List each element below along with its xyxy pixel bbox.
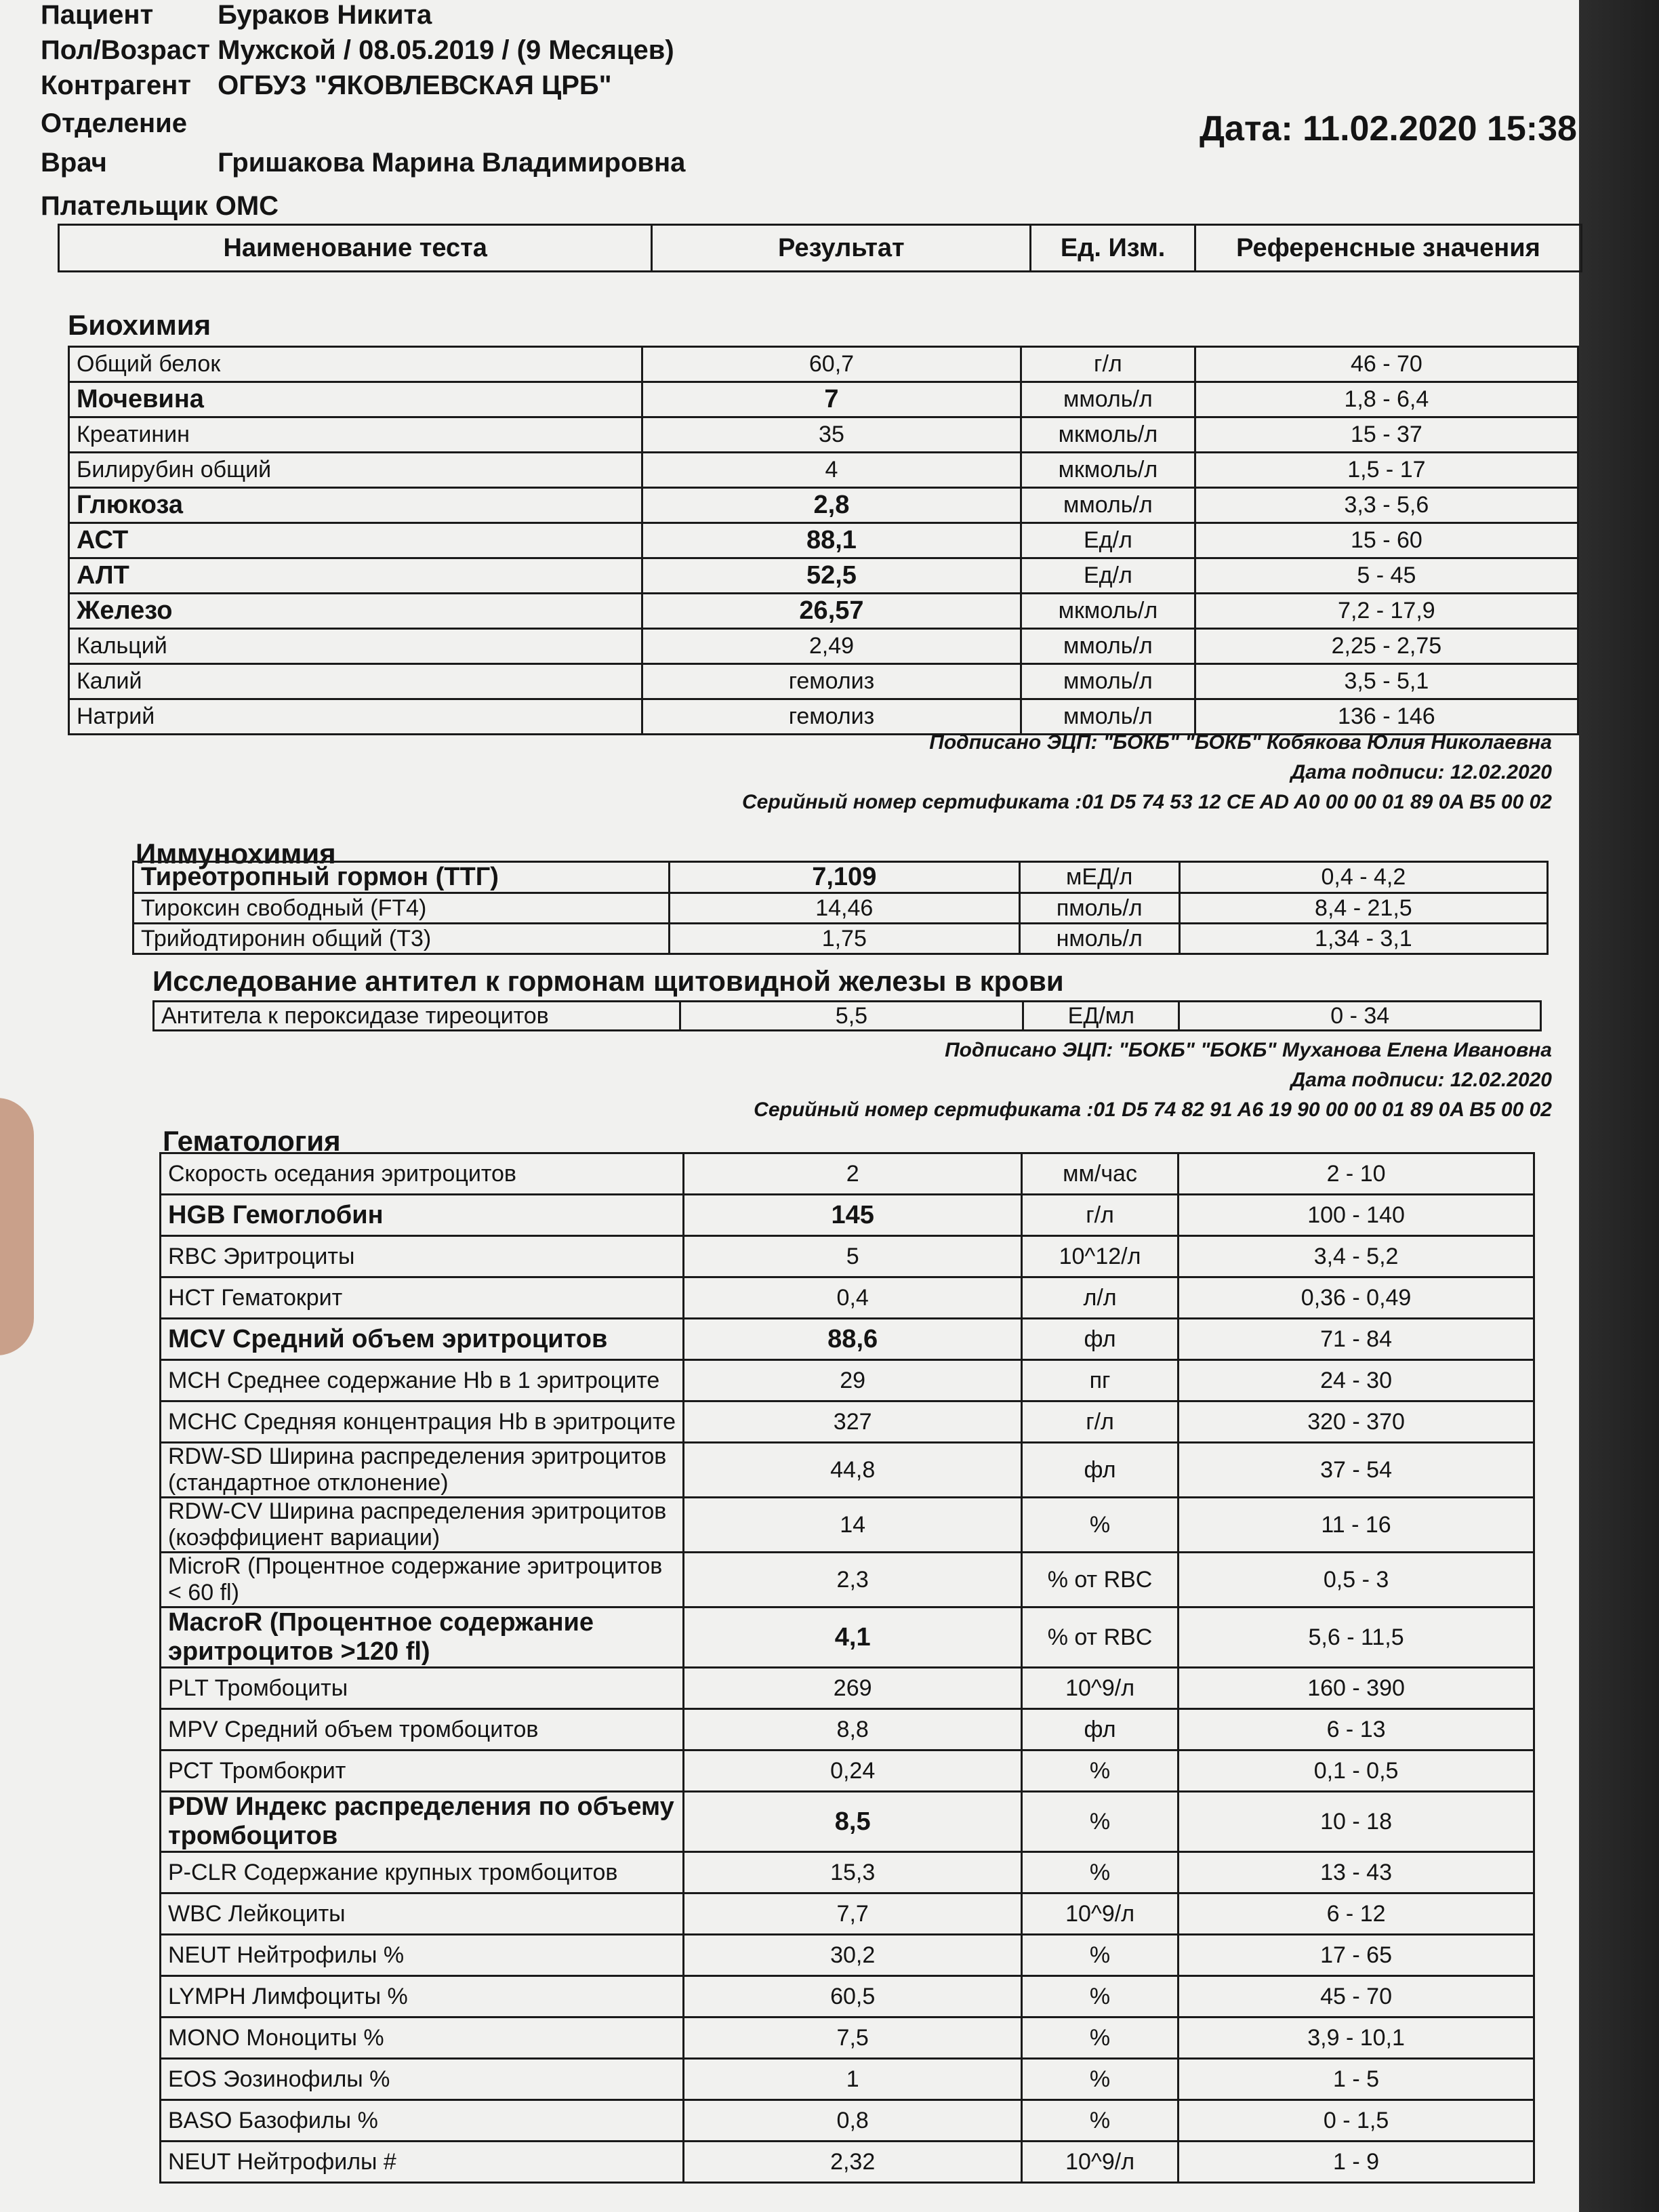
table-row bbox=[161, 1750, 1534, 1792]
test-reference: 0,36 - 0,49 bbox=[1179, 1277, 1534, 1319]
test-unit: 10^9/л bbox=[1021, 1893, 1178, 1935]
table-row bbox=[161, 1360, 1534, 1401]
test-result: 35 bbox=[642, 417, 1021, 453]
test-name: Тироксин свободный (FT4) bbox=[134, 893, 670, 924]
test-name: PLT Тромбоциты bbox=[161, 1668, 684, 1709]
immuno-sig-line1: Подписано ЭЦП: "БОКБ" "БОКБ" Муханова Елена Ивановна bbox=[945, 1039, 1552, 1061]
test-result: 52,5 bbox=[642, 558, 1021, 594]
payer-value: ОМС bbox=[215, 191, 279, 221]
test-result: 60,5 bbox=[684, 1976, 1022, 2018]
test-result: 7,109 bbox=[669, 862, 1019, 893]
test-name: Железо bbox=[69, 594, 642, 629]
test-unit: мкмоль/л bbox=[1021, 594, 1195, 629]
test-result: 0,24 bbox=[684, 1750, 1022, 1792]
test-result: 327 bbox=[684, 1401, 1022, 1443]
doctor-label: Врач bbox=[41, 148, 107, 178]
test-name: НСТ Гематокрит bbox=[161, 1277, 684, 1319]
test-result: 26,57 bbox=[642, 594, 1021, 629]
table-row bbox=[69, 523, 1578, 558]
test-name: MONO Моноциты % bbox=[161, 2018, 684, 2059]
test-unit: мЕД/л bbox=[1019, 862, 1179, 893]
test-unit: Ед/л bbox=[1021, 523, 1195, 558]
col-name-header: Наименование теста bbox=[59, 225, 652, 272]
test-result: 1 bbox=[684, 2059, 1022, 2100]
test-reference: 37 - 54 bbox=[1179, 1443, 1534, 1498]
test-reference: 0,4 - 4,2 bbox=[1179, 862, 1547, 893]
payer-label: Плательщик bbox=[41, 191, 208, 221]
test-unit: % bbox=[1021, 1750, 1178, 1792]
test-unit: 10^12/л bbox=[1021, 1236, 1178, 1277]
test-name: PDW Индекс распределения по объему тромбоцитов bbox=[161, 1792, 684, 1852]
test-result: 7,7 bbox=[684, 1893, 1022, 1935]
test-name: Калий bbox=[69, 664, 642, 699]
test-unit: % от RBC bbox=[1021, 1553, 1178, 1607]
table-row bbox=[161, 1792, 1534, 1852]
table-row bbox=[69, 558, 1578, 594]
test-unit: % bbox=[1021, 2100, 1178, 2142]
immuno-sig-line2: Дата подписи: 12.02.2020 bbox=[1290, 1069, 1552, 1091]
test-result: 8,5 bbox=[684, 1792, 1022, 1852]
test-reference: 2,25 - 2,75 bbox=[1195, 629, 1578, 664]
table-row bbox=[154, 1002, 1541, 1031]
table-row bbox=[161, 2142, 1534, 2183]
test-result: 2,8 bbox=[642, 488, 1021, 523]
table-row bbox=[161, 1498, 1534, 1553]
test-result: 269 bbox=[684, 1668, 1022, 1709]
section-title-antibodies: Исследование антител к гормонам щитовидной железы в крови bbox=[152, 965, 1064, 997]
patient-value: Бураков Никита bbox=[218, 0, 432, 30]
test-name: РСТ Тромбокрит bbox=[161, 1750, 684, 1792]
test-reference: 2 - 10 bbox=[1179, 1153, 1534, 1195]
table-row bbox=[161, 2100, 1534, 2142]
sex-age-row bbox=[41, 35, 674, 66]
test-unit: мм/час bbox=[1021, 1153, 1178, 1195]
test-unit: % bbox=[1021, 2018, 1178, 2059]
test-unit: % bbox=[1021, 1976, 1178, 2018]
test-name: Креатинин bbox=[69, 417, 642, 453]
biochem-sig-line1: Подписано ЭЦП: "БОКБ" "БОКБ" Кобякова Юлия Николаевна bbox=[929, 731, 1552, 754]
test-unit: % bbox=[1021, 1792, 1178, 1852]
test-result: 4,1 bbox=[684, 1607, 1022, 1668]
col-unit-header: Ед. Изм. bbox=[1031, 225, 1195, 272]
test-result: 0,4 bbox=[684, 1277, 1022, 1319]
test-reference: 10 - 18 bbox=[1179, 1792, 1534, 1852]
table-row bbox=[161, 1153, 1534, 1195]
test-result: гемолиз bbox=[642, 699, 1021, 735]
contractor-row bbox=[41, 70, 612, 102]
test-result: 7 bbox=[642, 382, 1021, 417]
test-reference: 3,9 - 10,1 bbox=[1179, 2018, 1534, 2059]
table-row bbox=[69, 417, 1578, 453]
test-reference: 6 - 13 bbox=[1179, 1709, 1534, 1750]
test-result: 29 bbox=[684, 1360, 1022, 1401]
test-reference: 6 - 12 bbox=[1179, 1893, 1534, 1935]
test-result: 2,49 bbox=[642, 629, 1021, 664]
test-unit: мкмоль/л bbox=[1021, 453, 1195, 488]
test-result: 14 bbox=[684, 1498, 1022, 1553]
test-result: 88,1 bbox=[642, 523, 1021, 558]
test-result: гемолиз bbox=[642, 664, 1021, 699]
test-name: RBC Эритроциты bbox=[161, 1236, 684, 1277]
test-result: 145 bbox=[684, 1195, 1022, 1236]
test-reference: 5 - 45 bbox=[1195, 558, 1578, 594]
table-row bbox=[161, 1976, 1534, 2018]
test-unit: г/л bbox=[1021, 1195, 1178, 1236]
test-unit: 10^9/л bbox=[1021, 2142, 1178, 2183]
test-unit: пг bbox=[1021, 1360, 1178, 1401]
table-row bbox=[161, 2059, 1534, 2100]
test-unit: фл bbox=[1021, 1443, 1178, 1498]
col-ref-header: Референсные значения bbox=[1195, 225, 1581, 272]
test-name: Мочевина bbox=[69, 382, 642, 417]
test-reference: 0 - 1,5 bbox=[1179, 2100, 1534, 2142]
hemat-table bbox=[159, 1152, 1535, 2184]
test-reference: 46 - 70 bbox=[1195, 347, 1578, 382]
test-unit: л/л bbox=[1021, 1277, 1178, 1319]
patient-row bbox=[41, 0, 432, 31]
biochem-sig-line2: Дата подписи: 12.02.2020 bbox=[1290, 761, 1552, 783]
test-unit: ммоль/л bbox=[1021, 664, 1195, 699]
test-name: Скорость оседания эритроцитов bbox=[161, 1153, 684, 1195]
test-unit: ммоль/л bbox=[1021, 699, 1195, 735]
test-result: 5 bbox=[684, 1236, 1022, 1277]
test-unit: % от RBC bbox=[1021, 1607, 1178, 1668]
section-title-hemat: Гематология bbox=[163, 1125, 341, 1157]
sex-age-label: Пол/Возраст bbox=[41, 35, 210, 65]
section-title-biochem: Биохимия bbox=[68, 309, 211, 341]
test-unit: ммоль/л bbox=[1021, 488, 1195, 523]
test-name: P-CLR Содержание крупных тромбоцитов bbox=[161, 1852, 684, 1893]
test-name: RDW-CV Ширина распределения эритроцитов (коэффициент вариации) bbox=[161, 1498, 684, 1553]
test-result: 60,7 bbox=[642, 347, 1021, 382]
test-unit: 10^9/л bbox=[1021, 1668, 1178, 1709]
test-name: LYMPH Лимфоциты % bbox=[161, 1976, 684, 2018]
test-result: 4 bbox=[642, 453, 1021, 488]
test-reference: 0,1 - 0,5 bbox=[1179, 1750, 1534, 1792]
test-name: Тиреотропный гормон (ТТГ) bbox=[134, 862, 670, 893]
test-unit: ммоль/л bbox=[1021, 629, 1195, 664]
test-reference: 7,2 - 17,9 bbox=[1195, 594, 1578, 629]
table-row bbox=[161, 1668, 1534, 1709]
test-unit: пмоль/л bbox=[1019, 893, 1179, 924]
test-result: 30,2 bbox=[684, 1935, 1022, 1976]
test-reference: 100 - 140 bbox=[1179, 1195, 1534, 1236]
test-name: MPV Средний объем тромбоцитов bbox=[161, 1709, 684, 1750]
test-unit: фл bbox=[1021, 1319, 1178, 1360]
test-unit: % bbox=[1021, 1498, 1178, 1553]
test-unit: фл bbox=[1021, 1709, 1178, 1750]
test-name: Антитела к пероксидазе тиреоцитов bbox=[154, 1002, 680, 1031]
table-row bbox=[134, 862, 1548, 893]
test-name: RDW-SD Ширина распределения эритроцитов (стандартное отклонение) bbox=[161, 1443, 684, 1498]
test-reference: 5,6 - 11,5 bbox=[1179, 1607, 1534, 1668]
test-name: EOS Эозинофилы % bbox=[161, 2059, 684, 2100]
sex-age-value: Мужской / 08.05.2019 / (9 Месяцев) bbox=[218, 35, 674, 65]
table-row bbox=[161, 1607, 1534, 1668]
test-result: 2,32 bbox=[684, 2142, 1022, 2183]
test-result: 15,3 bbox=[684, 1852, 1022, 1893]
table-row bbox=[161, 2018, 1534, 2059]
test-reference: 15 - 60 bbox=[1195, 523, 1578, 558]
table-row bbox=[161, 1553, 1534, 1607]
table-row bbox=[161, 1195, 1534, 1236]
column-headers bbox=[58, 224, 1582, 272]
test-unit: г/л bbox=[1021, 347, 1195, 382]
test-reference: 1 - 5 bbox=[1179, 2059, 1534, 2100]
test-name: MicroR (Процентное содержание эритроцитов < 60 fl) bbox=[161, 1553, 684, 1607]
test-name: Билирубин общий bbox=[69, 453, 642, 488]
test-name: АСТ bbox=[69, 523, 642, 558]
test-result: 88,6 bbox=[684, 1319, 1022, 1360]
test-reference: 136 - 146 bbox=[1195, 699, 1578, 735]
test-reference: 71 - 84 bbox=[1179, 1319, 1534, 1360]
test-result: 5,5 bbox=[680, 1002, 1023, 1031]
test-reference: 3,5 - 5,1 bbox=[1195, 664, 1578, 699]
test-unit: % bbox=[1021, 1935, 1178, 1976]
table-row bbox=[161, 1709, 1534, 1750]
immuno-signature bbox=[754, 1036, 1552, 1125]
test-reference: 1,5 - 17 bbox=[1195, 453, 1578, 488]
report-date: Дата: 11.02.2020 15:38 bbox=[1200, 109, 1577, 148]
table-row bbox=[134, 924, 1548, 954]
table-row bbox=[69, 629, 1578, 664]
table-row bbox=[161, 1935, 1534, 1976]
biochem-table bbox=[68, 346, 1579, 735]
test-reference: 1,8 - 6,4 bbox=[1195, 382, 1578, 417]
biochem-signature bbox=[742, 728, 1552, 817]
test-unit: мкмоль/л bbox=[1021, 417, 1195, 453]
table-row bbox=[161, 1277, 1534, 1319]
test-name: Общий белок bbox=[69, 347, 642, 382]
test-name: MacroR (Процентное содержание эритроцитов >120 fl) bbox=[161, 1607, 684, 1668]
test-reference: 17 - 65 bbox=[1179, 1935, 1534, 1976]
section-title-immuno: Иммунохимия bbox=[136, 838, 336, 869]
immuno-sig-line3: Серийный номер сертификата :01 D5 74 82 91 A6 19 90 00 00 01 89 0A B5 00 02 bbox=[754, 1099, 1552, 1121]
test-name: Трийодтиронин общий (Т3) bbox=[134, 924, 670, 954]
test-name: Глюкоза bbox=[69, 488, 642, 523]
test-result: 7,5 bbox=[684, 2018, 1022, 2059]
test-name: BASO Базофилы % bbox=[161, 2100, 684, 2142]
table-row bbox=[69, 664, 1578, 699]
col-result-header: Результат bbox=[652, 225, 1031, 272]
test-reference: 3,3 - 5,6 bbox=[1195, 488, 1578, 523]
test-reference: 15 - 37 bbox=[1195, 417, 1578, 453]
test-result: 8,8 bbox=[684, 1709, 1022, 1750]
test-reference: 11 - 16 bbox=[1179, 1498, 1534, 1553]
test-unit: Ед/л bbox=[1021, 558, 1195, 594]
table-row bbox=[69, 594, 1578, 629]
table-row bbox=[69, 382, 1578, 417]
test-unit: ммоль/л bbox=[1021, 382, 1195, 417]
test-name: NEUT Нейтрофилы # bbox=[161, 2142, 684, 2183]
test-unit: % bbox=[1021, 1852, 1178, 1893]
test-unit: г/л bbox=[1021, 1401, 1178, 1443]
test-result: 2 bbox=[684, 1153, 1022, 1195]
doctor-row bbox=[41, 148, 685, 179]
patient-label: Пациент bbox=[41, 0, 154, 30]
test-name: АЛТ bbox=[69, 558, 642, 594]
test-name: HGB Гемоглобин bbox=[161, 1195, 684, 1236]
table-row bbox=[161, 1852, 1534, 1893]
table-row bbox=[69, 453, 1578, 488]
test-result: 14,46 bbox=[669, 893, 1019, 924]
contractor-label: Контрагент bbox=[41, 70, 191, 100]
antibodies-table bbox=[152, 1000, 1542, 1031]
test-name: Натрий bbox=[69, 699, 642, 735]
test-result: 0,8 bbox=[684, 2100, 1022, 2142]
contractor-value: ОГБУЗ "ЯКОВЛЕВСКАЯ ЦРБ" bbox=[218, 70, 612, 100]
department-row bbox=[41, 108, 210, 140]
test-unit: нмоль/л bbox=[1019, 924, 1179, 954]
test-name: МСН Среднее содержание Hb в 1 эритроците bbox=[161, 1360, 684, 1401]
table-row bbox=[69, 488, 1578, 523]
test-name: Кальций bbox=[69, 629, 642, 664]
test-reference: 1,34 - 3,1 bbox=[1179, 924, 1547, 954]
table-row bbox=[161, 1443, 1534, 1498]
table-row bbox=[134, 893, 1548, 924]
immuno-table bbox=[132, 861, 1549, 955]
test-name: WBC Лейкоциты bbox=[161, 1893, 684, 1935]
test-reference: 0 - 34 bbox=[1179, 1002, 1541, 1031]
table-row bbox=[161, 1319, 1534, 1360]
table-row bbox=[161, 1893, 1534, 1935]
test-reference: 45 - 70 bbox=[1179, 1976, 1534, 2018]
test-name: MCV Средний объем эритроцитов bbox=[161, 1319, 684, 1360]
test-reference: 320 - 370 bbox=[1179, 1401, 1534, 1443]
test-result: 44,8 bbox=[684, 1443, 1022, 1498]
doctor-value: Гришакова Марина Владимировна bbox=[218, 148, 686, 178]
table-row bbox=[161, 1401, 1534, 1443]
test-reference: 24 - 30 bbox=[1179, 1360, 1534, 1401]
test-reference: 8,4 - 21,5 bbox=[1179, 893, 1547, 924]
test-name: NEUT Нейтрофилы % bbox=[161, 1935, 684, 1976]
payer-row bbox=[41, 191, 279, 222]
biochem-sig-line3: Серийный номер сертификата :01 D5 74 53 12 CE AD A0 00 00 01 89 0A B5 00 02 bbox=[742, 791, 1552, 813]
test-reference: 1 - 9 bbox=[1179, 2142, 1534, 2183]
test-result: 1,75 bbox=[669, 924, 1019, 954]
finger-photo bbox=[0, 1098, 34, 1355]
table-row bbox=[69, 347, 1578, 382]
test-reference: 3,4 - 5,2 bbox=[1179, 1236, 1534, 1277]
table-row bbox=[161, 1236, 1534, 1277]
test-reference: 0,5 - 3 bbox=[1179, 1553, 1534, 1607]
test-result: 2,3 bbox=[684, 1553, 1022, 1607]
test-reference: 160 - 390 bbox=[1179, 1668, 1534, 1709]
test-unit: ЕД/мл bbox=[1023, 1002, 1179, 1031]
department-label: Отделение bbox=[41, 108, 187, 138]
test-reference: 13 - 43 bbox=[1179, 1852, 1534, 1893]
test-name: МСНС Средняя концентрация Hb в эритроците bbox=[161, 1401, 684, 1443]
test-unit: % bbox=[1021, 2059, 1178, 2100]
